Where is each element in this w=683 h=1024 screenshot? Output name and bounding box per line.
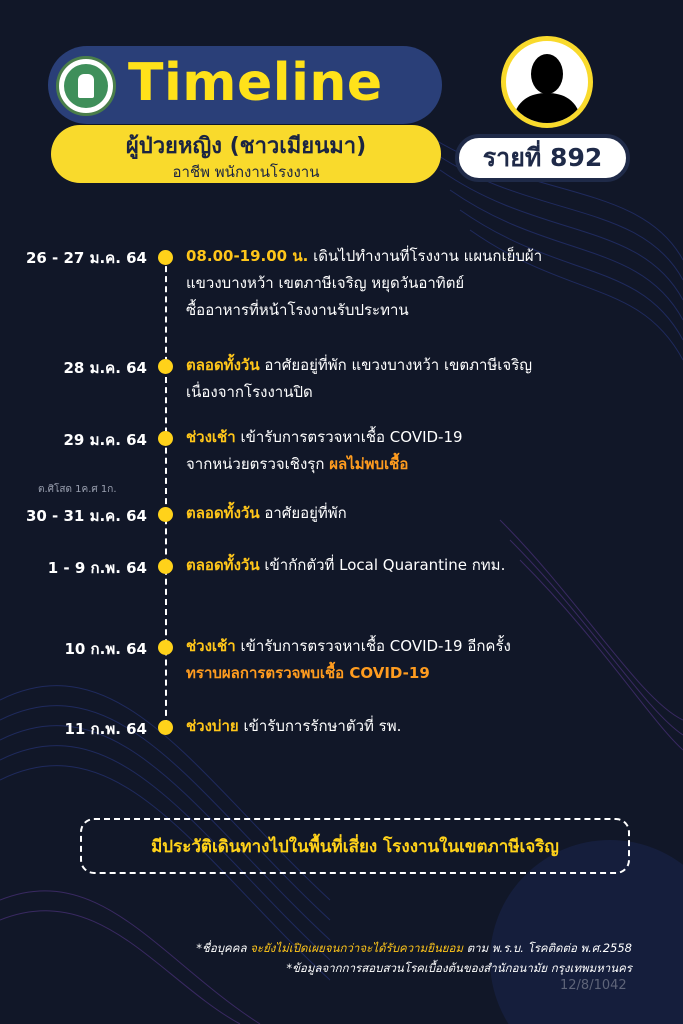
entry-text: อาศัยอยู่ที่พัก [264, 504, 347, 522]
entry-text: แขวงบางหว้า เขตภาษีเจริญ หยุดวันอาทิตย์ [186, 274, 465, 292]
timeline-entry [186, 633, 511, 687]
footnote-source: *ข้อมูลจากการสอบสวนโรคเบื้องต้นของสำนักอนามัย กรุงเทพมหานคร [286, 961, 632, 975]
entry-text: เดินไปทำงานที่โรงงาน แผนกเย็บผ้า [313, 247, 543, 265]
timeline-dot [158, 720, 173, 735]
avatar-icon [501, 36, 593, 128]
entry-highlight: ช่วงเช้า [186, 428, 236, 446]
entry-text: จากหน่วยตรวจเชิงรุก [186, 455, 325, 473]
entry-text: เข้ารับการตรวจหาเชื้อ COVID-19 อีกครั้ง [240, 637, 511, 655]
timeline-entry [186, 424, 463, 478]
entry-highlight: ช่วงบ่าย [186, 717, 239, 735]
timeline-date: 10 ก.พ. 64 [64, 640, 147, 658]
timeline-date: 1 - 9 ก.พ. 64 [47, 559, 147, 577]
timeline-entry [186, 713, 401, 740]
stamp-text: ต.ศิโสด 1ค.ศ 1ก. [38, 484, 117, 495]
timeline-connector [165, 256, 167, 726]
footnote-consent [0, 940, 632, 958]
timeline-date: 30 - 31 ม.ค. 64 [25, 507, 147, 525]
timeline-entry [186, 552, 505, 579]
entry-highlight: ตลอดทั้งวัน [186, 504, 260, 522]
bangkok-seal-logo [56, 56, 116, 116]
risk-note: มีประวัติเดินทางไปในพื้นที่เสี่ยง โรงงานในเขตภาษีเจริญ [151, 837, 559, 857]
case-number-badge: รายที่ 892 [455, 134, 630, 182]
entry-text: เข้ากักตัวที่ Local Quarantine กทม. [264, 556, 506, 574]
entry-highlight: 08.00-19.00 น. [186, 247, 309, 265]
entry-text: เข้ารับการรักษาตัวที่ รพ. [243, 717, 402, 735]
timeline-dot [158, 507, 173, 522]
timeline-date: 29 ม.ค. 64 [63, 431, 147, 449]
entry-result: ทราบผลการตรวจพบเชื้อ COVID-19 [186, 664, 430, 682]
entry-result: ผลไม่พบเชื้อ [329, 455, 409, 473]
timeline-date: 26 - 27 ม.ค. 64 [25, 249, 147, 267]
entry-text: ซื้ออาหารที่หน้าโรงงานรับประทาน [186, 301, 409, 319]
patient-occupation: อาชีพ พนักงานโรงงาน [172, 163, 320, 181]
timeline-dot [158, 431, 173, 446]
entry-highlight: ช่วงเช้า [186, 637, 236, 655]
timeline-dot [158, 359, 173, 374]
timeline-entry [186, 243, 542, 324]
page-title: Timeline [128, 53, 383, 113]
footnote-prefix: *ชื่อบุคคล [196, 941, 247, 955]
entry-text: เนื่องจากโรงงานปิด [186, 383, 313, 401]
entry-text: อาศัยอยู่ที่พัก แขวงบางหว้า เขตภาษีเจริญ [264, 356, 533, 374]
entry-text: เข้ารับการตรวจหาเชื้อ COVID-19 [240, 428, 463, 446]
timeline-date: 28 ม.ค. 64 [63, 359, 147, 377]
footnote-highlight: จะยังไม่เปิดเผยจนกว่าจะได้รับความยินยอม [250, 941, 464, 955]
timeline-dot [158, 640, 173, 655]
entry-highlight: ตลอดทั้งวัน [186, 556, 260, 574]
timeline-entry [186, 352, 532, 406]
footnote-suffix: ตาม พ.ร.บ. โรคติดต่อ พ.ศ.2558 [466, 941, 632, 955]
patient-description: ผู้ป่วยหญิง (ชาวเมียนมา) [125, 134, 367, 159]
timeline-date: 11 ก.พ. 64 [64, 720, 147, 738]
entry-highlight: ตลอดทั้งวัน [186, 356, 260, 374]
timeline-dot [158, 559, 173, 574]
document-code: 12/8/1042 [560, 978, 627, 993]
timeline-dot [158, 250, 173, 265]
timeline-entry [186, 500, 347, 527]
